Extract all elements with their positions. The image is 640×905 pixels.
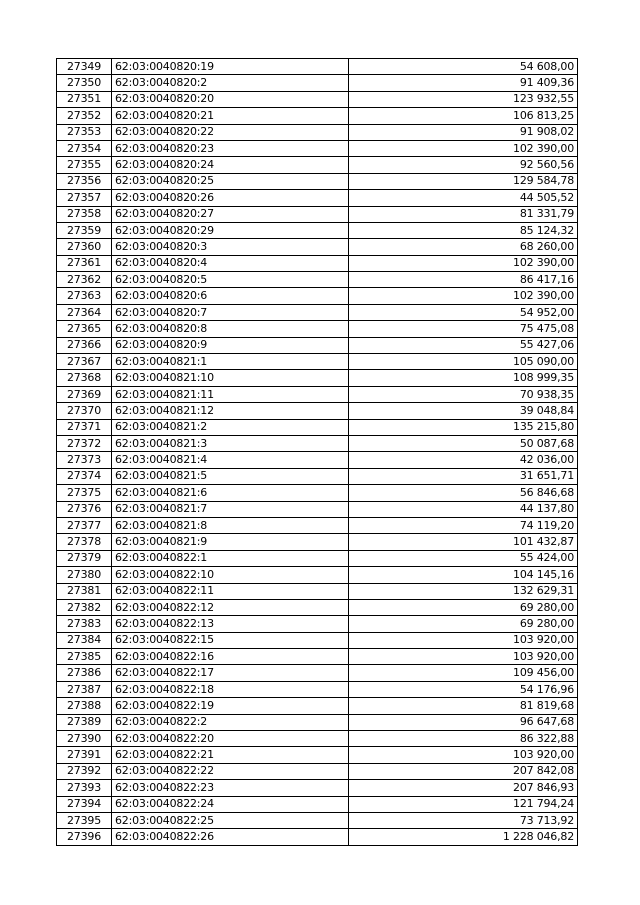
table-row [57,517,578,533]
value-cell: 103 920,00 [349,632,578,648]
document-page [56,58,578,846]
table-row [57,485,578,501]
table-row [57,681,578,697]
table-row [57,321,578,337]
row-number-cell: 27381 [57,583,112,599]
row-number-cell: 27392 [57,763,112,779]
value-cell: 104 145,16 [349,567,578,583]
table-row [57,714,578,730]
table-row [57,140,578,156]
row-number-cell: 27359 [57,222,112,238]
cadastral-number-cell: 62:03:0040821:11 [112,386,349,402]
value-cell: 86 417,16 [349,272,578,288]
cadastral-number-cell: 62:03:0040820:29 [112,222,349,238]
row-number-cell: 27367 [57,354,112,370]
value-cell: 121 794,24 [349,796,578,812]
cadastral-number-cell: 62:03:0040820:24 [112,157,349,173]
row-number-cell: 27374 [57,468,112,484]
cadastral-number-cell: 62:03:0040820:22 [112,124,349,140]
value-cell: 135 215,80 [349,419,578,435]
row-number-cell: 27357 [57,190,112,206]
cadastral-number-cell: 62:03:0040820:2 [112,75,349,91]
value-cell: 102 390,00 [349,255,578,271]
table-row [57,239,578,255]
table-row [57,370,578,386]
table-row [57,354,578,370]
table-row [57,91,578,107]
row-number-cell: 27371 [57,419,112,435]
cadastral-number-cell: 62:03:0040822:15 [112,632,349,648]
cadastral-number-cell: 62:03:0040820:27 [112,206,349,222]
cadastral-number-cell: 62:03:0040822:26 [112,829,349,845]
table-row [57,501,578,517]
table-row [57,763,578,779]
row-number-cell: 27395 [57,812,112,828]
value-cell: 81 331,79 [349,206,578,222]
cadastral-number-cell: 62:03:0040822:24 [112,796,349,812]
value-cell: 103 920,00 [349,649,578,665]
value-cell: 132 629,31 [349,583,578,599]
row-number-cell: 27366 [57,337,112,353]
value-cell: 68 260,00 [349,239,578,255]
row-number-cell: 27388 [57,698,112,714]
row-number-cell: 27356 [57,173,112,189]
row-number-cell: 27364 [57,304,112,320]
row-number-cell: 27365 [57,321,112,337]
table-row [57,829,578,845]
value-cell: 50 087,68 [349,435,578,451]
cadastral-number-cell: 62:03:0040820:4 [112,255,349,271]
cadastral-number-cell: 62:03:0040821:6 [112,485,349,501]
row-number-cell: 27363 [57,288,112,304]
cadastral-number-cell: 62:03:0040821:12 [112,403,349,419]
row-number-cell: 27391 [57,747,112,763]
cadastral-number-cell: 62:03:0040821:9 [112,534,349,550]
table-row [57,649,578,665]
value-cell: 73 713,92 [349,812,578,828]
cadastral-number-cell: 62:03:0040821:10 [112,370,349,386]
row-number-cell: 27353 [57,124,112,140]
cadastral-number-cell: 62:03:0040820:6 [112,288,349,304]
row-number-cell: 27389 [57,714,112,730]
cadastral-number-cell: 62:03:0040822:21 [112,747,349,763]
row-number-cell: 27352 [57,108,112,124]
value-cell: 102 390,00 [349,288,578,304]
cadastral-number-cell: 62:03:0040822:20 [112,731,349,747]
table-row [57,665,578,681]
row-number-cell: 27354 [57,140,112,156]
cadastral-number-cell: 62:03:0040822:18 [112,681,349,697]
row-number-cell: 27376 [57,501,112,517]
cadastral-number-cell: 62:03:0040822:12 [112,599,349,615]
cadastral-number-cell: 62:03:0040820:20 [112,91,349,107]
value-cell: 91 409,36 [349,75,578,91]
table-row [57,468,578,484]
cadastral-number-cell: 62:03:0040820:7 [112,304,349,320]
cadastral-number-cell: 62:03:0040822:2 [112,714,349,730]
table-row [57,567,578,583]
cadastral-number-cell: 62:03:0040820:25 [112,173,349,189]
value-cell: 44 137,80 [349,501,578,517]
table-row [57,337,578,353]
row-number-cell: 27387 [57,681,112,697]
row-number-cell: 27384 [57,632,112,648]
value-cell: 102 390,00 [349,140,578,156]
table-row [57,124,578,140]
value-cell: 207 842,08 [349,763,578,779]
table-row [57,452,578,468]
value-cell: 207 846,93 [349,780,578,796]
row-number-cell: 27382 [57,599,112,615]
table-row [57,583,578,599]
table-row [57,75,578,91]
table-row [57,812,578,828]
cadastral-number-cell: 62:03:0040821:2 [112,419,349,435]
value-cell: 86 322,88 [349,731,578,747]
cadastral-number-cell: 62:03:0040822:19 [112,698,349,714]
value-cell: 1 228 046,82 [349,829,578,845]
table-row [57,59,578,75]
value-cell: 69 280,00 [349,616,578,632]
row-number-cell: 27360 [57,239,112,255]
row-number-cell: 27394 [57,796,112,812]
row-number-cell: 27396 [57,829,112,845]
row-number-cell: 27380 [57,567,112,583]
cadastral-number-cell: 62:03:0040820:19 [112,59,349,75]
row-number-cell: 27351 [57,91,112,107]
row-number-cell: 27378 [57,534,112,550]
value-cell: 91 908,02 [349,124,578,140]
cadastral-number-cell: 62:03:0040822:16 [112,649,349,665]
table-row [57,403,578,419]
row-number-cell: 27386 [57,665,112,681]
table-row [57,616,578,632]
cadastral-number-cell: 62:03:0040820:23 [112,140,349,156]
table-row [57,272,578,288]
value-cell: 44 505,52 [349,190,578,206]
cadastral-number-cell: 62:03:0040822:1 [112,550,349,566]
table-row [57,780,578,796]
value-cell: 108 999,35 [349,370,578,386]
value-cell: 54 608,00 [349,59,578,75]
table-row [57,419,578,435]
row-number-cell: 27349 [57,59,112,75]
row-number-cell: 27379 [57,550,112,566]
cadastral-number-cell: 62:03:0040820:21 [112,108,349,124]
cadastral-number-cell: 62:03:0040821:7 [112,501,349,517]
table-row [57,222,578,238]
cadastral-number-cell: 62:03:0040822:13 [112,616,349,632]
table-row [57,190,578,206]
value-cell: 54 176,96 [349,681,578,697]
row-number-cell: 27350 [57,75,112,91]
table-row [57,173,578,189]
row-number-cell: 27355 [57,157,112,173]
table-row [57,386,578,402]
cadastral-number-cell: 62:03:0040821:8 [112,517,349,533]
value-cell: 129 584,78 [349,173,578,189]
table-row [57,288,578,304]
value-cell: 85 124,32 [349,222,578,238]
table-row [57,599,578,615]
table-row [57,698,578,714]
row-number-cell: 27358 [57,206,112,222]
cadastral-number-cell: 62:03:0040821:1 [112,354,349,370]
row-number-cell: 27375 [57,485,112,501]
row-number-cell: 27377 [57,517,112,533]
cadastral-number-cell: 62:03:0040820:8 [112,321,349,337]
registry-table [56,58,578,846]
value-cell: 42 036,00 [349,452,578,468]
row-number-cell: 27393 [57,780,112,796]
value-cell: 81 819,68 [349,698,578,714]
value-cell: 109 456,00 [349,665,578,681]
value-cell: 55 424,00 [349,550,578,566]
cadastral-number-cell: 62:03:0040821:5 [112,468,349,484]
row-number-cell: 27383 [57,616,112,632]
cadastral-number-cell: 62:03:0040821:3 [112,435,349,451]
value-cell: 55 427,06 [349,337,578,353]
table-row [57,108,578,124]
table-row [57,747,578,763]
value-cell: 105 090,00 [349,354,578,370]
row-number-cell: 27390 [57,731,112,747]
cadastral-number-cell: 62:03:0040822:23 [112,780,349,796]
row-number-cell: 27370 [57,403,112,419]
table-row [57,796,578,812]
value-cell: 74 119,20 [349,517,578,533]
row-number-cell: 27369 [57,386,112,402]
table-row [57,157,578,173]
cadastral-number-cell: 62:03:0040820:9 [112,337,349,353]
value-cell: 103 920,00 [349,747,578,763]
registry-table-body [57,59,578,846]
row-number-cell: 27362 [57,272,112,288]
value-cell: 31 651,71 [349,468,578,484]
table-row [57,731,578,747]
table-row [57,632,578,648]
value-cell: 39 048,84 [349,403,578,419]
value-cell: 96 647,68 [349,714,578,730]
cadastral-number-cell: 62:03:0040822:25 [112,812,349,828]
row-number-cell: 27373 [57,452,112,468]
table-row [57,255,578,271]
table-row [57,435,578,451]
value-cell: 101 432,87 [349,534,578,550]
cadastral-number-cell: 62:03:0040822:11 [112,583,349,599]
row-number-cell: 27372 [57,435,112,451]
cadastral-number-cell: 62:03:0040822:22 [112,763,349,779]
table-row [57,550,578,566]
cadastral-number-cell: 62:03:0040820:26 [112,190,349,206]
value-cell: 69 280,00 [349,599,578,615]
cadastral-number-cell: 62:03:0040821:4 [112,452,349,468]
value-cell: 92 560,56 [349,157,578,173]
row-number-cell: 27361 [57,255,112,271]
cadastral-number-cell: 62:03:0040820:5 [112,272,349,288]
table-row [57,206,578,222]
table-row [57,304,578,320]
cadastral-number-cell: 62:03:0040822:17 [112,665,349,681]
cadastral-number-cell: 62:03:0040820:3 [112,239,349,255]
value-cell: 75 475,08 [349,321,578,337]
value-cell: 56 846,68 [349,485,578,501]
table-row [57,534,578,550]
value-cell: 54 952,00 [349,304,578,320]
value-cell: 123 932,55 [349,91,578,107]
value-cell: 70 938,35 [349,386,578,402]
row-number-cell: 27385 [57,649,112,665]
row-number-cell: 27368 [57,370,112,386]
cadastral-number-cell: 62:03:0040822:10 [112,567,349,583]
value-cell: 106 813,25 [349,108,578,124]
